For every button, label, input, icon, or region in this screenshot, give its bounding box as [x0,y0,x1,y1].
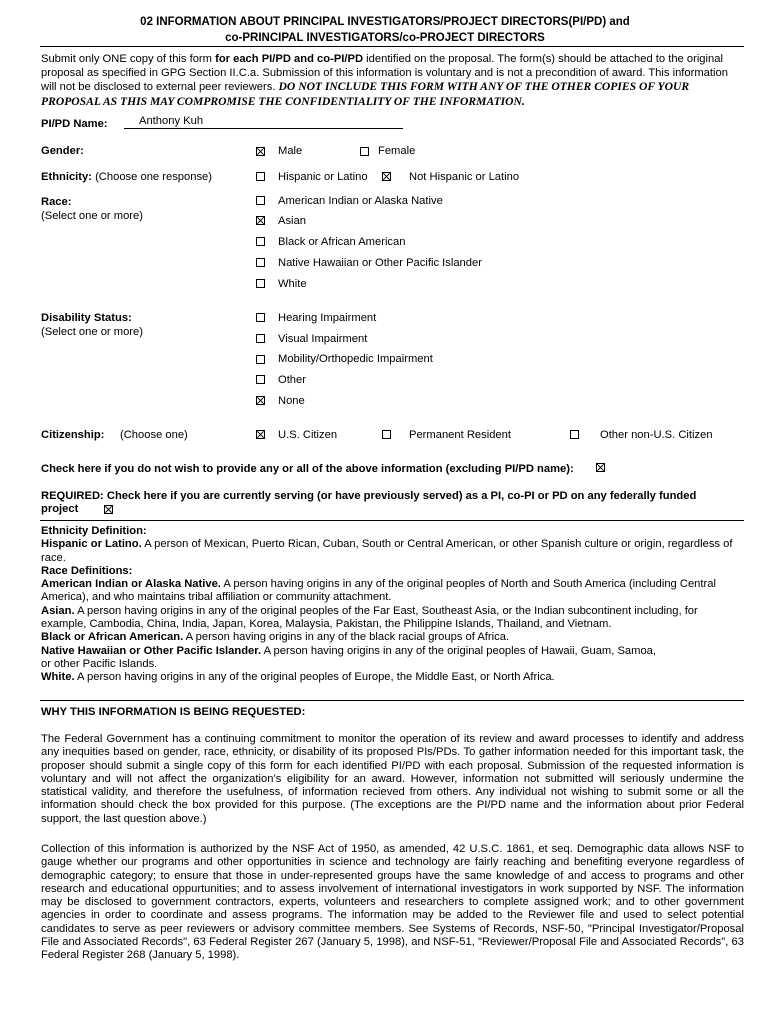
nhpi-definition [41,645,744,672]
disability-hearing-label: Hearing Impairment [278,312,377,324]
race-label: Race: [41,196,72,208]
definitions-block [41,525,744,685]
ethnicity-definition-heading: Ethnicity Definition: [41,525,147,537]
race-definitions-heading: Race Definitions: [41,564,133,577]
black-term: Black or African American. [41,631,184,644]
asian-definition [41,605,744,632]
why-paragraph-1: The Federal Government has a continuing commitment to monitor the operation of its review and award processes to identify and address any inequities based on gender, race, ethnicity, or disability of its proposed PIs/PDs. To gather information needed for this important task, the proposer should submit a single copy of this form for each identified PI/PD with each proposal. Submission of the requested information is voluntary and will not affect the organization’s eligibility for an award. However, information not submitted will seriously undermine the statistical validity, and therefore the usefulness, of information recieved from others. Any individual not wishing to submit some or all the information should check the box provided for this purpose. (The exceptions are the PI/PD name and the information about prior Federal support, the last question above.) [41,733,744,825]
race-black-checkbox[interactable] [256,237,265,246]
race-black-label: Black or African American [278,236,406,248]
citizenship-label: Citizenship: [41,429,105,441]
gender-female-checkbox[interactable] [360,147,369,156]
citizenship-note: (Choose one) [120,429,188,441]
pi-name-underline [124,128,403,129]
nhpi-text-line2: or other Pacific Islands. [41,657,158,670]
disability-hearing-checkbox[interactable] [256,313,265,322]
disability-visual-label: Visual Impairment [278,333,368,345]
optout-label: Check here if you do not wish to provide any or all of the above information (excluding PI/PD name): [41,463,574,475]
gender-label: Gender: [41,145,84,157]
disability-none-checkbox[interactable] [256,396,265,405]
race-native-hawaiian-checkbox[interactable] [256,258,265,267]
form-title-line2: co-PRINCIPAL INVESTIGATORS/co-PROJECT DIRECTORS [225,32,545,44]
citizenship-other-label: Other non-U.S. Citizen [600,429,713,441]
disability-mobility-checkbox[interactable] [256,355,265,364]
asian-text: A person having origins in any of the original peoples of the Far East, Southeast Asia, or the Indian subcontinent including, for example, Cambodia, China, India, Japan, Korea, Malaysia, Pakistan, the Philippine Islands, Thailand, and Vietnam. [41,604,698,631]
white-term: White. [41,671,75,684]
black-text: A person having origins in any of the black racial groups of Africa. [183,631,510,644]
pi-name-label: PI/PD Name: [41,118,108,130]
ethnicity-hispanic-checkbox[interactable] [256,172,265,181]
citizenship-other-checkbox[interactable] [570,430,579,439]
black-definition [41,631,744,644]
hispanic-text: A person of Mexican, Puerto Rican, Cuban, South or Central American, or other Spanish culture or origin, regardless of race. [41,538,733,564]
form-title-line1: 02 INFORMATION ABOUT PRINCIPAL INVESTIGATORS/PROJECT DIRECTORS(PI/PD) and [140,16,630,28]
optout-checkbox[interactable] [596,463,605,472]
race-asian-checkbox[interactable] [256,216,265,225]
ethnicity-label-row [41,170,212,184]
white-definition [41,671,744,684]
pi-name-value[interactable]: Anthony Kuh [139,115,204,127]
white-text: A person having origins in any of the original peoples of Europe, the Middle East, or North Africa. [74,671,555,684]
intro-text-2: for each PI/PD and co-PI/PD [215,53,364,65]
disability-note: (Select one or more) [41,326,143,338]
disability-mobility-label: Mobility/Orthopedic Impairment [278,353,433,365]
race-white-checkbox[interactable] [256,279,265,288]
gender-male-label: Male [278,145,303,157]
aian-term: American Indian or Alaska Native. [41,578,221,591]
citizenship-us-checkbox[interactable] [256,430,265,439]
disability-other-checkbox[interactable] [256,375,265,384]
intro-text-1: Submit only ONE copy of this form [41,53,216,65]
why-heading: WHY THIS INFORMATION IS BEING REQUESTED: [41,706,306,718]
race-asian-label: Asian [278,215,306,227]
definitions-divider [40,520,744,521]
header-divider [40,46,744,47]
gender-male-checkbox[interactable] [256,147,265,156]
race-white-label: White [278,278,307,290]
citizenship-permanent-resident-label: Permanent Resident [409,429,511,441]
race-note: (Select one or more) [41,210,143,222]
hispanic-definition [41,538,744,565]
disability-none-label: None [278,395,305,407]
why-paragraph-2: Collection of this information is authorized by the NSF Act of 1950, as amended, 42 U.S.C. 1861, et seq. Demographic data allows NSF to gauge whether our programs and other opportunities in science and technology are fairly reaching and benefiting everyone regardless of demographic category; to ensure that those in under-represented groups have the same knowledge of and access to programs and other research and educational oppurtunities; and to assess involvement of international investigators in work supported by NSF. The information may be disclosed to government contractors, experts, volunteers and researchers to complete assigned work; and to other government agencies in order to coordinate and assess programs. The information may be added to the Reviewer file and used to select potential candidates to serve as peer reviewers or advisory committee members. See Systems of Records, NSF-50, "Principal Investigator/Proposal File and Associated Records", 63 Federal Register 267 (January 5, 1998), and NSF-51, "Reviewer/Proposal File and Associated Records", 63 Federal Register 268 (January 5, 1998). [41,843,744,962]
disability-other-label: Other [278,374,306,386]
disability-visual-checkbox[interactable] [256,334,265,343]
required-label-line2: project [41,503,79,515]
intro-text-3: identified on the proposal. The form(s) should be attached to the original proposal as specified in GPG Section II.C.a. Submission of this information is voluntary and is not a precondition of award. This information will not be disclosed to external peer reviewers. [41,53,728,94]
citizenship-permanent-resident-checkbox[interactable] [382,430,391,439]
gender-female-label: Female [378,145,416,157]
race-american-indian-checkbox[interactable] [256,196,265,205]
ethnicity-not-hispanic-label: Not Hispanic or Latino [409,171,520,183]
disability-label: Disability Status: [41,312,132,324]
confidentiality-warning: DO NOT INCLUDE THIS FORM WITH ANY OF THE OTHER COPIES OF YOUR PROPOSAL AS THIS MAY COMPROMISE THE CONFIDENTIALITY OF THE INFORMATION. [41,80,690,108]
ethnicity-note: (Choose one response) [95,171,212,183]
ethnicity-label: Ethnicity: [41,171,92,183]
nhpi-term: Native Hawaiian or Other Pacific Islander. [41,644,262,657]
why-divider [40,700,744,701]
ethnicity-not-hispanic-checkbox[interactable] [382,172,391,181]
ethnicity-hispanic-label: Hispanic or Latino [278,171,368,183]
hispanic-term: Hispanic or Latino. [41,538,142,551]
asian-term: Asian. [41,604,75,617]
aian-definition [41,578,744,605]
required-label-line1: REQUIRED: Check here if you are currently serving (or have previously served) as a PI, co-PI or PD on any federally funded [41,490,697,502]
race-native-hawaiian-label: Native Hawaiian or Other Pacific Islander [278,257,482,269]
required-prior-support-checkbox[interactable] [104,505,113,514]
citizenship-us-label: U.S. Citizen [278,429,338,441]
race-american-indian-label: American Indian or Alaska Native [278,195,443,207]
nhpi-text-line1: A person having origins in any of the original peoples of Hawaii, Guam, Samoa, [261,644,657,657]
intro-paragraph [41,52,744,109]
aian-text: A person having origins in any of the original peoples of North and South America (including Central America), and who maintains tribal affiliation or community attachment. [41,578,716,604]
